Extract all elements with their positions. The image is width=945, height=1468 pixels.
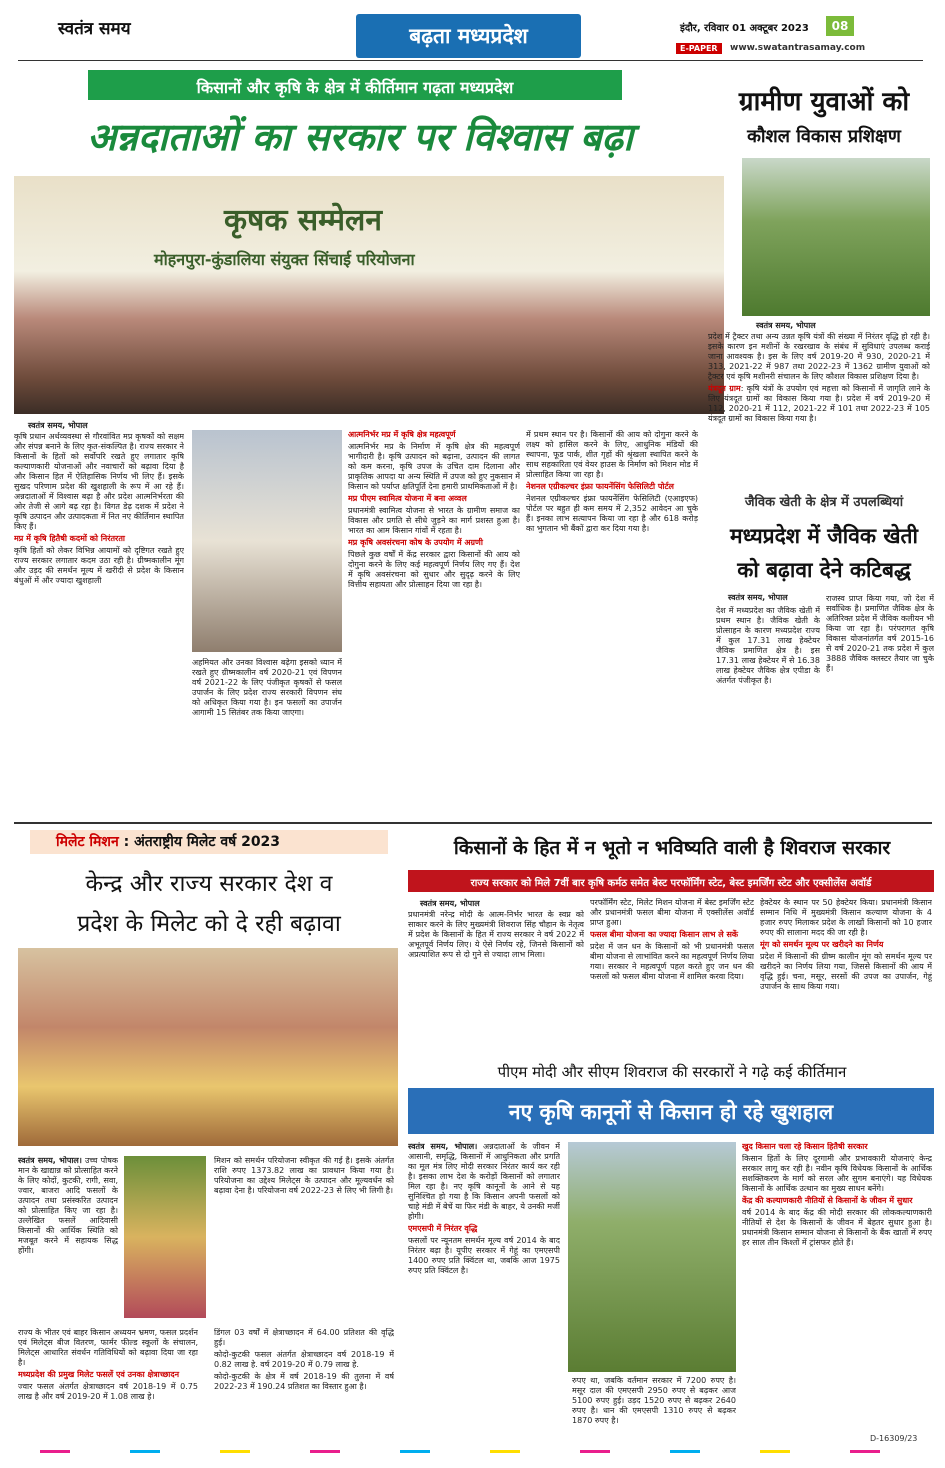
organic-col2: राजस्व प्राप्त किया गया, जो देश में सर्वाधिक है। प्रमाणित जैविक क्षेत्र के अतिरिक्त प्रदेश में जैविक कलीयन भी किया जा रहा है। परंपरागत कृषि विकास योजनांतर्गत वर्ष 2015-16 से वर्ष 2020-21 तक प्रदेश में कुल 3888 जैविक क्लस्टर तैयार जा चुके हैं। xyxy=(826,594,934,673)
millet-bullets-right xyxy=(214,1328,394,1428)
millet-bullet: डिंगल 03 वर्षों में क्षेत्राच्छादन में 64.00 प्रतिशत की वृद्धि हुई। xyxy=(214,1328,394,1347)
website[interactable]: www.swatantrasamay.com xyxy=(730,43,866,53)
millet-bullet: कोदो-कुटकी के क्षेत्र में वर्ष 2018-19 की तुलना में वर्ष 2022-23 में 190.24 प्रतिशत का विस्तार हुआ है। xyxy=(214,1372,394,1391)
main-col1: कृषि प्रधान अर्थव्यवस्था से गौरवांवित मप्र कृषकों को सक्षम और संपन्न बनाने के लिए कृत-संकल्पित है। राज्य सरकार ने किसानों के हितों को सर्वोपरि रखते हुए लगातार कृषि कल्याणकारी योजनाओं और नवाचारों को बढ़ावा दिया है और किसान हित में ऐतिहासिक निर्णय भी लिए हैं। इसके सुखद परिणाम प्रदेश की खुशहाली के रूप में आ रहे हैं। अन्नदाताओं में विश्वास बढ़ा है और प्रदेश आत्मनिर्भरता की ओर तेजी से आगे बढ़ रहा है। विगत डेढ़ दशक में प्रदेश ने कृषि उत्पादन और उत्पादकता में नित नए कीर्तिमान स्थापित किए हैं। मप्र में कृषि हितैषी कदमों को निरंतरता कृषि हितों को लेकर विभिन्न आयामों को दृष्टिगत रखते हुए राज्य सरकार लगातार कदम उठा रही है। ग्रीष्मकालीन मूंग और उड़द की समर्थन मूल्य में खरीदी से प्रदेश के किसान बंधुओं में और ज्यादा खुशहाली xyxy=(14,432,184,585)
organic-headline2: को बढ़ावा देने कटिबद्ध xyxy=(737,558,911,582)
millet-tag: मिलेट मिशन : अंतराष्ट्रीय मिलेट वर्ष 2023 xyxy=(56,834,281,850)
main-col4: आत्मनिर्भर मप्र में कृषि क्षेत्र महत्वपूर्ण आत्मनिर्भर मप्र के निर्माण में कृषि क्षेत्र की महत्वपूर्ण भागीदारी है। कृषि उत्पादन को बढ़ाना, उत्पादन की लागत को कम करना, कृषि उपज के उचित दाम दिलाना और प्राकृतिक आपदा या अन्य स्थिति में उपज को हुए नुकसान में किसान को पर्याप्त क्षतिपूर्ति देना हमारी प्राथमिकताओं में है। मप्र पीएम स्वामित्व योजना में बना अव्वल प्रधानमंत्री स्वामित्व योजना से भारत के ग्रामीण समाज का विकास और प्रगति से सीधे जुड़ने का मार्ग प्रशस्त हुआ है। भारत का आम किसान गांवों में रहता है। मप्र कृषि अवसंरचना कोष के उपयोग में अग्रणी पिछले कुछ वर्षों में केंद्र सरकार द्वारा किसानों की आय को दोगुना करने के लिए कई महत्वपूर्ण निर्णय लिए गए हैं। देश में कृषि अवसंरचना को सुधार और सुदृढ़ करने के लिए वित्तीय सहायता और प्रोत्साहन दिया जा रहा है। xyxy=(348,430,520,589)
masthead-rule xyxy=(18,60,923,61)
organic-headline1: मध्यप्रदेश में जैविक खेती xyxy=(730,524,918,548)
millet-photo xyxy=(18,948,398,1146)
millet-headline1: केन्द्र और राज्य सरकार देश व xyxy=(85,871,333,897)
right-top-photo xyxy=(742,158,930,316)
millet-body2: मिशन को समर्थन परियोजना स्वीकृत की गई है। इसके अंतर्गत राशि रुपए 1373.82 लाख का प्रावधान किया गया है। परियोजना का उद्देश्य मिलेट्स के उत्पादन और मूल्यवर्धन को बढ़ावा देना है। परियोजना वर्ष 2022-23 से लिए भी लिगी है। xyxy=(214,1156,394,1195)
organic-kicker: जैविक खेती के क्षेत्र में उपलब्धियां xyxy=(744,495,904,510)
shivraj-col1: प्रधानमंत्री नरेन्द्र मोदी के आत्म-निर्भर भारत के स्वप्न को साकार करने के लिए मुख्यमंत्री शिवराज सिंह चौहान के नेतृत्व में प्रदेश के किसानों के हित में राज्य सरकार ने वर्ष 2022 में अभूतपूर्व निर्णय लिए। ये ऐसे निर्णय रहे, जिनसे किसानों को अप्रत्याशित रूप से दो गुने से ज्यादा लाभ मिला। xyxy=(408,910,584,959)
main-col3: अहमियत और उनका विश्वास बढ़ेगा इसको ध्यान में रखते हुए ग्रीष्मकालीन वर्ष 2020-21 एवं विपणन वर्ष 2021-22 के लिए पंजीकृत कृषकों से फसल उपार्जन के लिए प्रदेश राज्य सरकारी विपणन संघ को अधिकृत किया गया है। इन फसलों का उपार्जन आगामी 15 सितंबर तक किया जाएगा। xyxy=(192,658,342,717)
millet-headline2: प्रदेश के मिलेट को दे रही बढ़ावा xyxy=(77,911,341,937)
right-top-byline: स्वतंत्र समय, भोपाल xyxy=(756,321,816,330)
photo-banner-text2: मोहनपुरा-कुंडालिया संयुक्त सिंचाई परियोजना xyxy=(154,250,415,269)
main-headline: अन्नदाताओं का सरकार पर विश्वास बढ़ा xyxy=(87,115,633,159)
minister-photo xyxy=(192,430,342,652)
shivraj-byline: स्वतंत्र समय, भोपाल xyxy=(420,899,480,908)
photo-banner-text: कृषक सम्मेलन xyxy=(224,203,383,238)
shivraj-col3: हेक्टेयर के स्थान पर 50 हेक्टेयर किया। प्रधानमंत्री किसान सम्मान निधि में मुख्यमंत्री किसान कल्याण योजना के 4 हजार रुपए मिलाकर प्रदेश के लाखों किसानों को 10 हजार रुपए की सालाना मदद की जा रही है। मूंग को समर्थन मूल्य पर खरीदने का निर्णय प्रदेश में किसानों की ग्रीष्म कालीन मूंग को समर्थन मूल्य पर खरीदने का निर्णय लिया गया, जिससे किसानों की आय में वृद्धि हुई। चना, मसूर, सरसों की उपज का उपार्जन, गेहूं उपार्जन के साथ किया गया। xyxy=(760,898,932,991)
millet-bullet: कोदो-कुटकी फसल अंतर्गत क्षेत्राच्छादन वर्ष 2018-19 में 0.82 लाख हे. वर्ष 2019-20 में 0.79 लाख हे. xyxy=(214,1350,394,1369)
section-rule-1 xyxy=(14,822,932,824)
laws-kicker: पीएम मोदी और सीएम शिवराज की सरकारों ने गढ़े कई कीर्तिमान xyxy=(497,1063,847,1081)
epaper-label: E-PAPER xyxy=(676,43,722,54)
right-top-body: प्रदेश में ट्रैक्टर तथा अन्य उन्नत कृषि यंत्रों की संख्या में निरंतर वृद्धि हो रही है। इसके कारण इन मशीनों के रखरखाव के संबंध में सुविधाएं उपलब्ध कराई जाना आवश्यक है। इस के लिए वर्ष 2019-20 में 930, 2020-21 में 313, 2021-22 में 987 तथा 2022-23 में 1362 ग्रामीण युवाओं को ट्रैक्टर एवं कृषि मशीनरी संचालन के लिए कौशल विकास प्रशिक्षण दिया है। यंत्रदूत ग्राम: कृषि यंत्रों के उपयोग एवं महत्ता को किसानों में जागृति लाने के लिए यंत्रदूत ग्रामों का विकास किया गया है। प्रदेश में वर्ष 2019-20 में 112, 2020-21 में 112, 2021-22 में 101 तथा 2022-23 में 105 यंत्रदूत ग्रामों का विकास किया गया है। xyxy=(708,332,930,423)
millet-farmer-photo xyxy=(124,1156,206,1318)
organic-col1: देश में मध्यप्रदेश का जैविक खेती में प्रथम स्थान है। जैविक खेती के प्रोत्साहन के कारण मध्यप्रदेश राज्य में कुल 17.31 लाख हेक्टेयर जैविक प्रमाणित क्षेत्र है। इस 17.31 लाख हेक्टेयर में से 16.38 लाख हेक्टेयर जैविक क्षेत्र एपीडा के अंतर्गत पंजीकृत है। xyxy=(716,606,820,685)
laws-side: खुद किसान चला रहे किसान हितैषी सरकार किसान हितों के लिए दूरगामी और प्रभावकारी योजनाएं केन्द्र सरकार लागू कर रही है। नवीन कृषि विधेयक किसानों के आर्थिक सशक्तिकरण के मार्ग को सरल और सुगम बनाएंगे। यह विधेयक किसानों के आर्थिक उत्थान का मुख्य साधन बनेंगे। केंद्र की कल्याणकारी नीतियों से किसानों के जीवन में सुधार वर्ष 2014 के बाद केंद्र की मोदी सरकार की लोककल्याणकारी नीतियों से देश के किसानों के जीवन में बेहतर सुधार हुआ है। प्रधानमंत्री किसान सम्मान योजना से किसानों के बैंक खातों में रुपए हर साल तीन किश्तों में ट्रांसफर होते हैं। xyxy=(742,1142,932,1247)
dateline: इंदौर, रविवार 01 अक्टूबर 2023 xyxy=(680,23,809,34)
section-title: बढ़ता मध्यप्रदेश xyxy=(409,24,528,48)
shivraj-headline: किसानों के हित में न भूतो न भविष्यति वाली है शिवराज सरकार xyxy=(453,837,891,859)
main-kicker: किसानों और कृषि के क्षेत्र में कीर्तिमान गढ़ता मध्यप्रदेश xyxy=(196,78,514,97)
laws-farmer-photo xyxy=(568,1142,736,1372)
main-col5: में प्रथम स्थान पर है। किसानों की आय को दोगुना करने के लक्ष्य को हासिल करने के लिए, आधुनिक मंडियों की स्थापना, फूड पार्क, शीत गृहों की श्रृंखला स्थापित करने के साथ सहकारिता एवं वेयर हाउस के निर्माण को मिशन मोड में प्रोत्साहित किया जा रहा है। नेशनल एग्रीकल्चर इंफ्रा फायनेंसिंग फेसिलिटी पोर्टल नेशनल एग्रीकल्चर इंफ्रा फायनेंसिंग फेसिलिटी (एआइएफ) पोर्टल पर बहुत ही कम समय में 2,352 आवेदन आ चुके हैं। इनका लाभ सत्यापन किया जा रहा है और 618 करोड़ का भुगतान भी बैंकों द्वारा कर दिया गया है। xyxy=(526,430,698,533)
laws-headline: नए कृषि कानूनों से किसान हो रहे खुशहाल xyxy=(508,1100,834,1124)
laws-body: स्वतंत्र समय, भोपाल। अन्नदाताओं के जीवन में आसानी, समृद्धि, किसानों में आधुनिकता और प्रगति का मूल मंत्र लिए मोदी सरकार निरंतर कार्य कर रही है। इसका लाभ देश के करोड़ों किसानों को लगातार मिल रहा है। नए कृषि कानूनों के आने से यह सुनिश्चित हो गया है कि किसान अपनी फसलों को चाहे मंडी में बेचें या फिर मंडी के बाहर, ये उनकी मर्जी होगी। एमएसपी में निरंतर वृद्धि फसलों पर न्यूनतम समर्थन मूल्य वर्ष 2014 के बाद निरंतर बढ़ा है। यूपीए सरकार में गेहूं का एमएसपी 1400 रुपए प्रति क्विंटल था, जबकि आज 1975 रुपए प्रति क्विंटल है। xyxy=(408,1142,560,1275)
right-top-headline2: कौशल विकास प्रशिक्षण xyxy=(747,126,901,147)
right-top-headline1: ग्रामीण युवाओं को xyxy=(738,87,910,117)
millet-bullet: मध्यप्रदेश की प्रमुख मिलेट फसलें एवं उनका क्षेत्राच्छादन xyxy=(18,1370,180,1379)
laws-caption: रुपए था, जबकि वर्तमान सरकार में 7200 रुपए है। मसूर दाल की एमएसपी 2950 रुपए से बढ़कर आज 5100 रुपए हुई। उड़द 1520 रुपए से बढ़कर 2640 रुपए है। धान की एमएसपी 1310 रुपए से बढ़कर 1870 रुपए है। xyxy=(572,1376,736,1425)
page-number: 08 xyxy=(826,16,854,36)
millet-bullet: राज्य के भीतर एवं बाहर किसान अध्ययन भ्रमण, फसल प्रदर्शन एवं मिलेट्स बीज वितरण, फार्मर फील्ड स्कूलों के संचालन, मिलेट्स आधारित संवर्धन गतिविधियों को बढ़ावा दिया जा रहा है। xyxy=(18,1328,198,1367)
footer-code: D-16309/23 xyxy=(870,1434,918,1443)
shivraj-strap: राज्य सरकार को मिले 7वीं बार कृषि कर्मठ समेत बेस्ट परफॉर्मिंग स्टेट, बेस्ट इमर्जिंग स्टेट और एक्सीलेंस अवॉर्ड xyxy=(470,878,872,889)
millet-bullets-left xyxy=(18,1328,198,1428)
main-photo xyxy=(14,176,724,414)
print-marks xyxy=(40,1450,900,1453)
millet-body: स्वतंत्र समय, भोपाल। उच्च पोषक मान के खाद्यान्न को प्रोत्साहित करने के लिए कोदों, कुटकी, रागी, सवा, ज्वार, बाजरा आदि फसलों के उत्पादन तथा प्रसंस्करित उत्पादन को प्रोत्साहित किए जा रहा है। उल्लेखित फसलें आदिवासी किसानों की आर्थिक स्थिति को मजबूत करने में सहायक सिद्ध होंगी। xyxy=(18,1156,118,1255)
shivraj-col2: परफॉर्मिंग स्टेट, मिलेट मिशन योजना में बेस्ट इमर्जिंग स्टेट और प्रधानमंत्री फसल बीमा योजना में एक्सीलेंस अवॉर्ड प्राप्त हुआ। फसल बीमा योजना का ज्यादा किसान लाभ ले सकें प्रदेश में जन धन के किसानों को भी प्रधानमंत्री फसल बीमा योजना से लाभांवित करने का महत्वपूर्ण निर्णय लिया गया। सरकार ने महत्वपूर्ण पहल करते हुए जन धन की फसलों को फसल बीमा योजना में शामिल करवा दिया। xyxy=(590,898,754,981)
millet-bullet: ज्वार फसल अंतर्गत क्षेत्राच्छादन वर्ष 2018-19 में 0.75 लाख है और वर्ष 2019-20 में 1.08 लाख हे। xyxy=(18,1382,198,1401)
main-sub1: मप्र में कृषि हितैषी कदमों को निरंतरता xyxy=(14,534,125,543)
main-byline: स्वतंत्र समय, भोपाल xyxy=(28,421,88,430)
paper-name: स्वतंत्र समय xyxy=(58,19,131,39)
organic-byline: स्वतंत्र समय, भोपाल xyxy=(728,593,788,602)
